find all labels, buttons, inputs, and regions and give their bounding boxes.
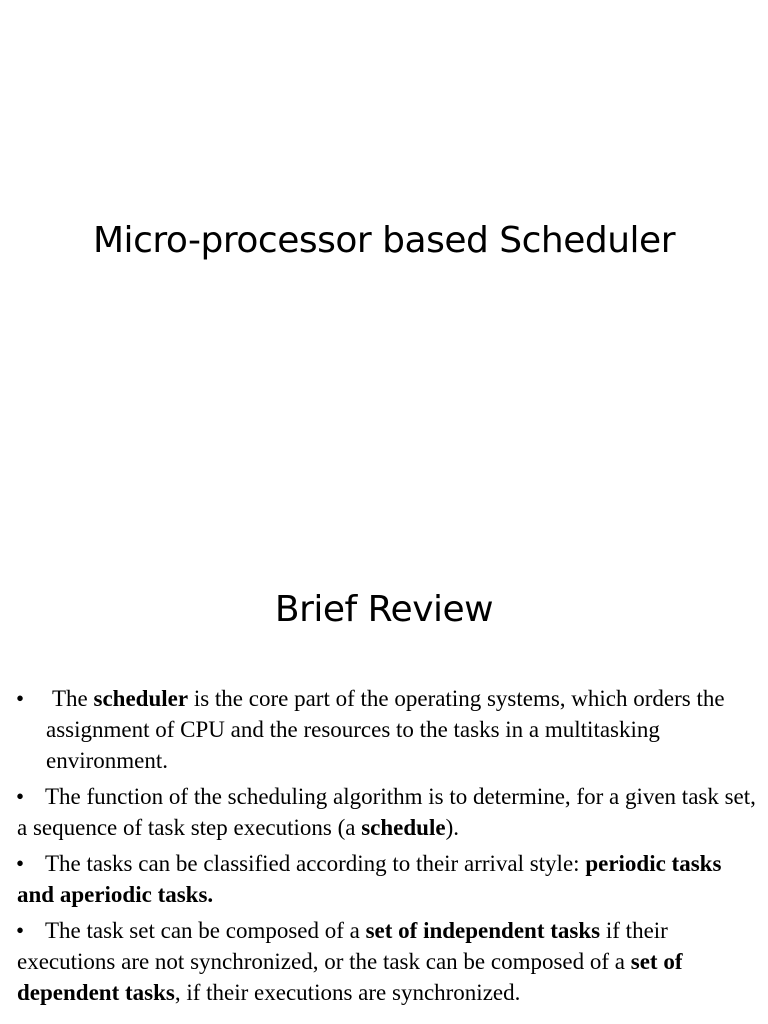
bullet-item xyxy=(0,683,768,776)
bullet-marker: • xyxy=(16,686,25,711)
bullet-text: The function of the scheduling algorithm is to determine, for a given task set, a sequence of task step executions (a schedule). xyxy=(17,784,756,840)
bullet-text: The scheduler is the core part of the operating systems, which orders the assignment of CPU and the resources to the tasks in a multitasking environment. xyxy=(46,686,725,773)
bullet-item xyxy=(0,781,768,843)
bullet-marker: • xyxy=(16,784,25,809)
slide-title: Micro-processor based Scheduler xyxy=(93,220,675,261)
bullet-text: The tasks can be classified according to their arrival style: periodic tasks and aperiodic tasks. xyxy=(17,851,722,907)
bullet-marker: • xyxy=(16,918,25,943)
bullet-item xyxy=(0,915,768,1008)
bullet-marker: • xyxy=(16,851,25,876)
bullet-list xyxy=(0,683,768,1013)
bullet-item xyxy=(0,848,768,910)
bullet-text: The task set can be composed of a set of independent tasks if their executions are not synchronized, or the task can be composed of a set of dependent tasks, if their executions are synchronized. xyxy=(17,918,683,1005)
section-heading: Brief Review xyxy=(274,589,494,630)
